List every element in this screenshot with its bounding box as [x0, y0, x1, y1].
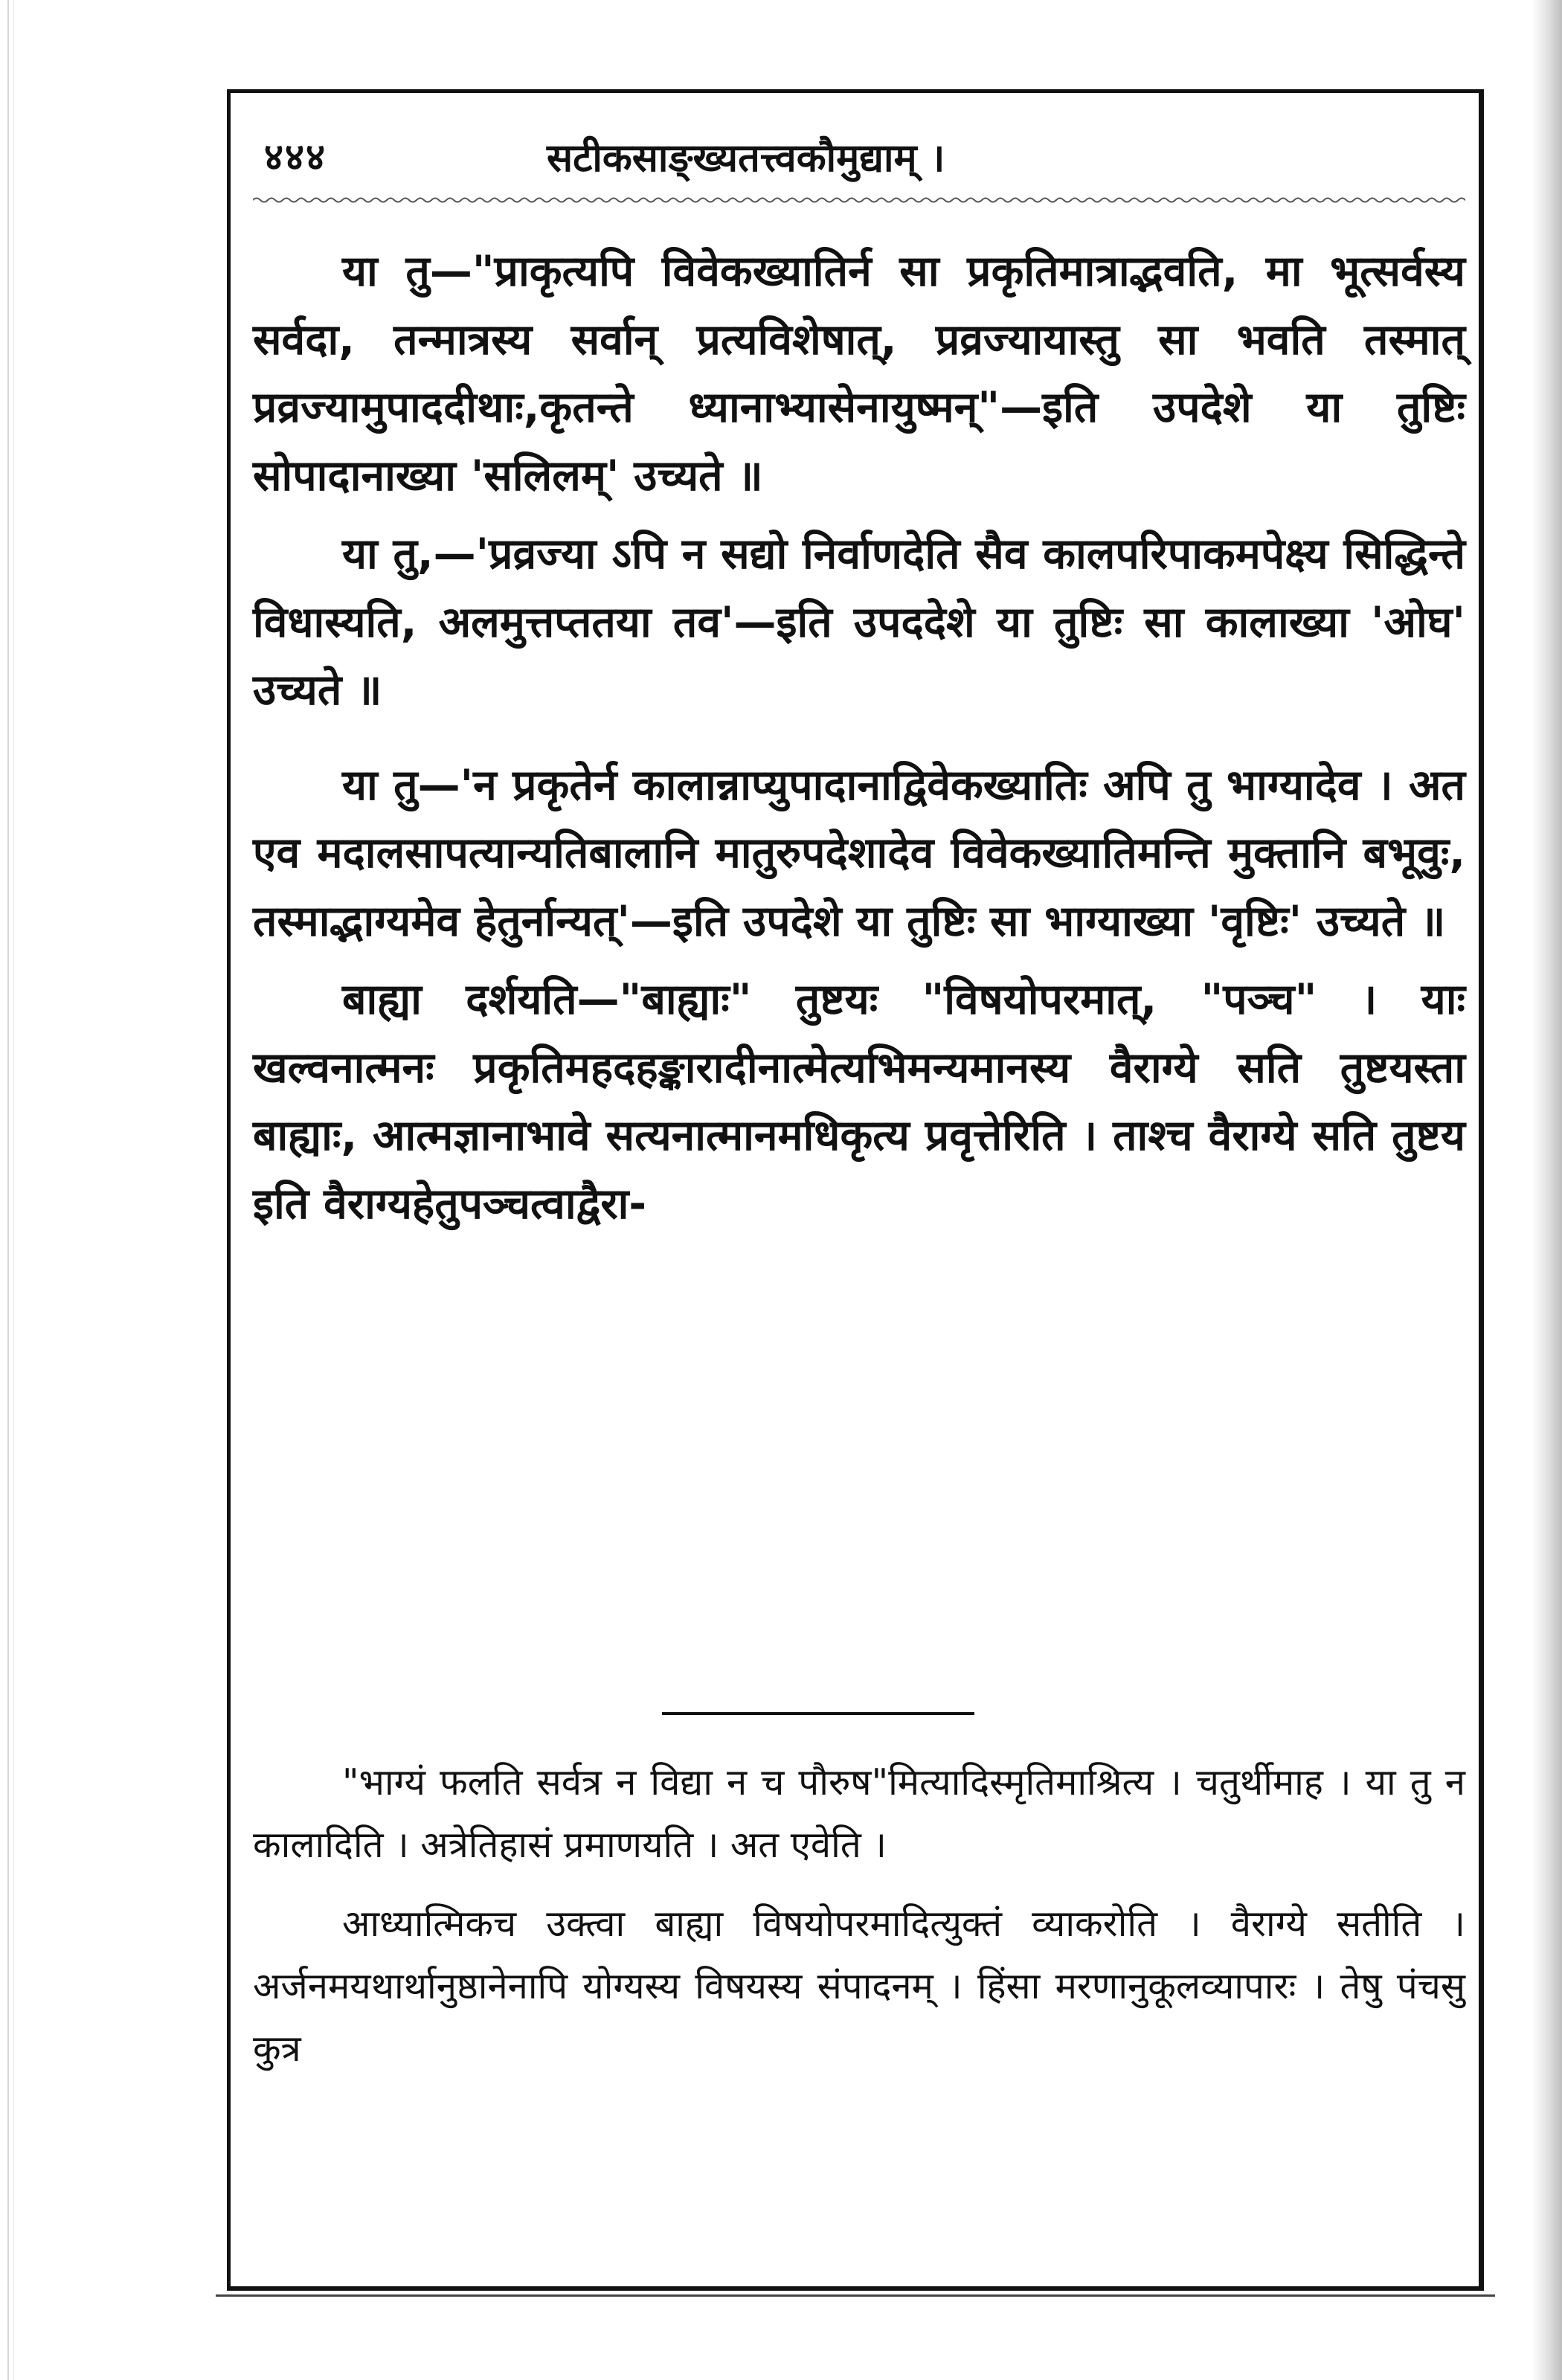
commentary-paragraph: आध्यात्मिकच उक्त्वा बाह्या विषयोपरमादित्युक्तं व्याकरोति । वैराग्ये सतीति । अर्जनमयथार्थानुष्ठानेनापि योग्यस्य विषयस्य संपादनम् । हिंसा मरणानुकूलव्यापारः । तेषु पंचसु कुत्र: [253, 1903, 1465, 2070]
main-text-block: [253, 238, 1465, 1249]
scan-edge-left: [7, 0, 14, 2380]
commentary-block: [253, 1752, 1465, 2097]
bottom-rule: [216, 2294, 1495, 2297]
main-paragraph: बाह्या दर्शयति—"बाह्याः" तुष्टयः "विषयोपरमात्, "पञ्च" । याः खल्वनात्मनः प्रकृतिमहदहङ्कारादीनात्मेत्यभिमन्यमानस्य वैराग्ये सति तुष्टयस्ता बाह्याः, आत्मज्ञानाभावे सत्यनात्मानमधिकृत्य प्रवृत्तेरिति । ताश्च वैराग्ये सति तुष्टय इति वैराग्यहेतुपञ्चत्वाद्वैरा-: [253, 975, 1465, 1229]
commentary-paragraph: "भाग्यं फलति सर्वत्र न विद्या न च पौरुष"मित्यादिस्मृतिमाश्रित्य । चतुर्थीमाह । या तु न कालादिति । अत्रेतिहासं प्रमाणयति । अत एवेति ।: [253, 1761, 1465, 1866]
running-title: सटीकसाङ्ख्यतत्त्वकौमुद्याम् ।: [547, 136, 945, 181]
page-number: ४४४: [264, 135, 327, 178]
scan-edge-right: [1532, 0, 1562, 2380]
main-paragraph: या तु,—'प्रव्रज्या ऽपि न सद्यो निर्वाणदेति सैव कालपरिपाकमपेक्ष्य सिद्धिन्ते विधास्यति, अलमुत्तप्ततया तव'—इति उपददेशे या तुष्टिः सा कालाख्या 'ओघ' उच्यते ॥: [253, 530, 1465, 715]
main-paragraph: या तु—'न प्रकृतेर्न कालान्नाप्युपादानाद्विवेकख्यातिः अपि तु भाग्यादेव । अत एव मदालसापत्यान्यतिबालानि मातुरुपदेशादेव विवेकख्यातिमन्ति मुक्तानि बभूवुः, तस्माद्भाग्यमेव हेतुर्नान्यत्'—इति उपदेशे या तुष्टिः सा भाग्याख्या 'वृष्टिः' उच्यते ॥: [253, 760, 1465, 946]
wavy-rule-divider: [253, 195, 1465, 205]
footnote-separator: [662, 1712, 974, 1715]
main-paragraph: या तु—"प्राकृत्यपि विवेकख्यातिर्न सा प्रकृतिमात्राद्भवति, मा भूत्सर्वस्य सर्वदा, तन्मात्रस्य सर्वान् प्रत्यविशेषात्, प्रव्रज्यायास्तु सा भवति तस्मात् प्रव्रज्यामुपाददीथाः,कृतन्ते ध्यानाभ्यासेनायुष्मन्"—इति उपदेशे या तुष्टिः सोपादानाख्या 'सलिलम्' उच्यते ॥: [253, 247, 1465, 501]
page-header: [264, 130, 1454, 197]
